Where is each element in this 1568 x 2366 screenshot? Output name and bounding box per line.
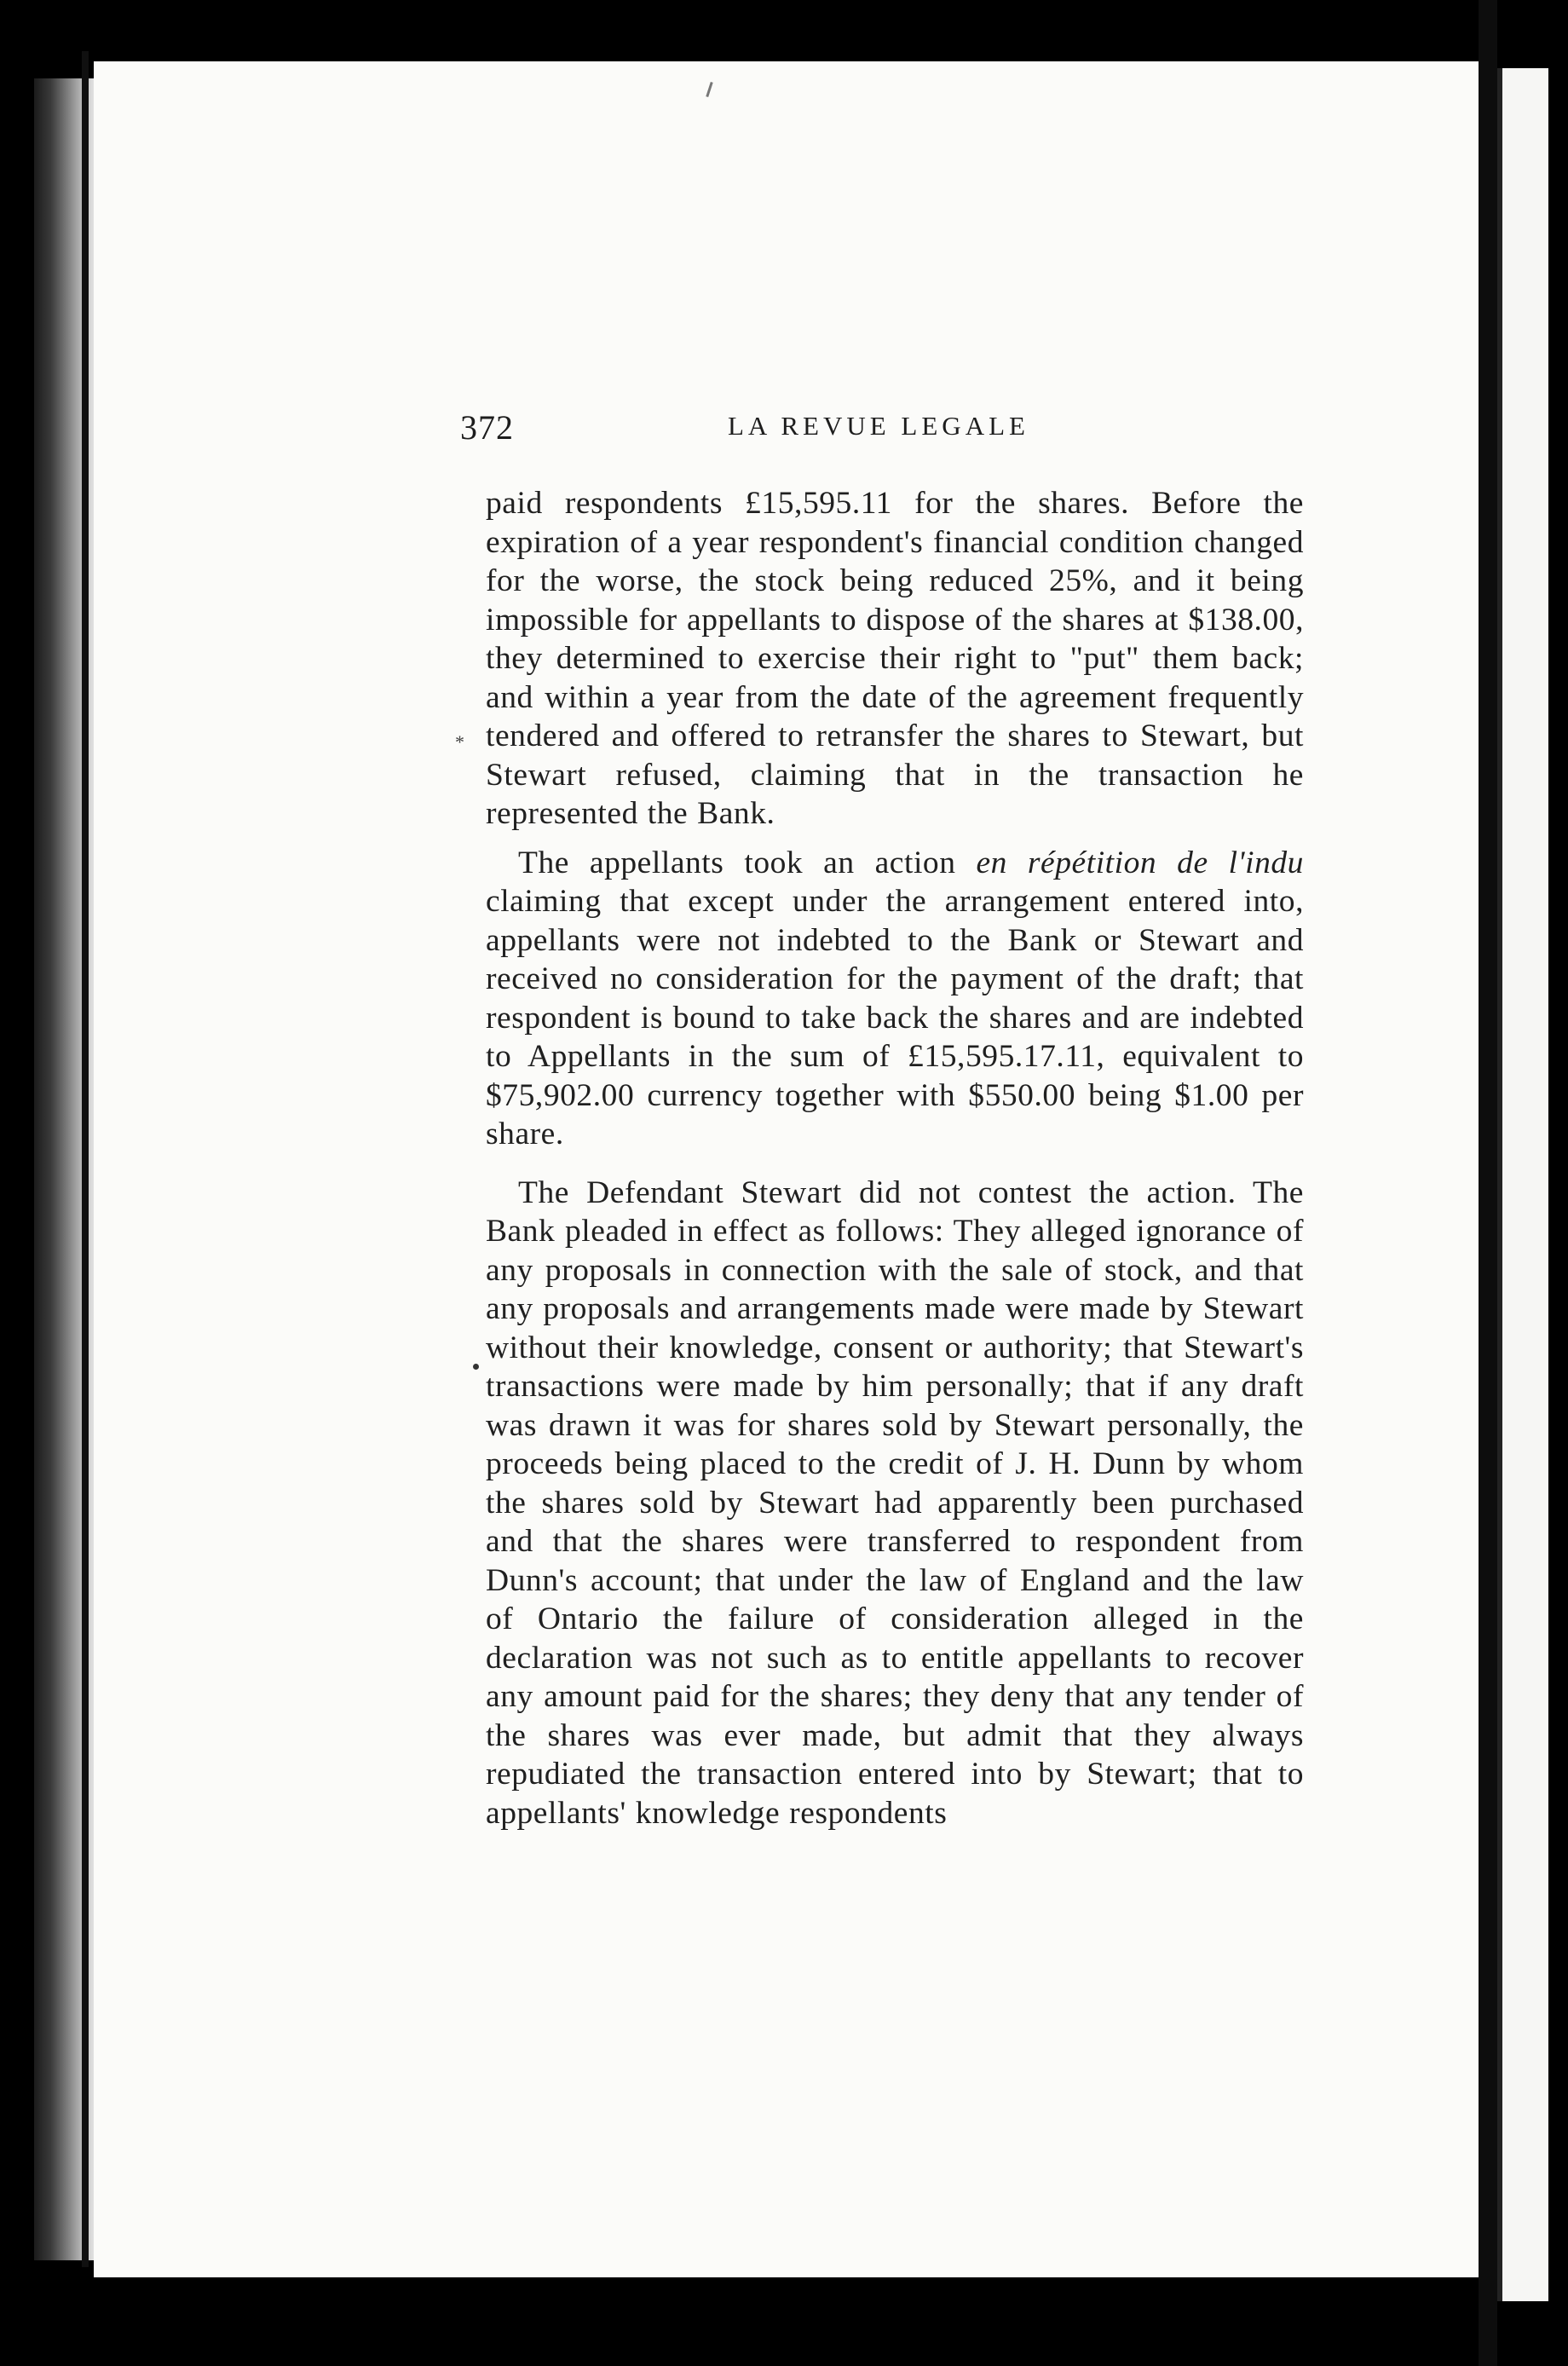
- next-page-edge: [1497, 68, 1548, 2301]
- binding-shadow-line: [82, 51, 89, 2267]
- body-text: [486, 484, 1304, 1832]
- paragraph-2-italic-phrase: en répétition de l'indu: [976, 845, 1304, 880]
- margin-dot-mark: [473, 1364, 479, 1370]
- paragraph-3: The Defendant Stewart did not contest the action. The Bank pleaded in effect as follows: They alleged ignorance of any proposals in connection with the sale of stock, and that any proposals and arrangements made were made by Stewart without their knowledge, consent or authority; that Stewart's transactions were made by him personally; that if any draft was drawn it was for shares sold by Stewart personally, the proceeds being placed to the credit of J. H. Dunn by whom the shares sold by Stewart had apparently been purchased and that the shares were transferred to respondent from Dunn's account; that under the law of England and the law of Ontario the failure of consideration alleged in the declaration was not such as to entitle appellants to recover any amount paid for the shares; they deny that any tender of the shares was ever made, but admit that they always repudiated the transaction entered into by Stewart; that to appellants' knowledge respondents: [486, 1174, 1304, 1831]
- page-header: [460, 407, 1346, 459]
- paragraph-1: paid respondents £15,595.11 for the shares. Before the expiration of a year respondent's financial condition changed for the worse, the stock being reduced 25%, and it being impossible for appellants to dispose of the shares at $138.00, they determined to exercise their right to "put" them back; and within a year from the date of the agreement frequently tendered and offered to retransfer the shares to Stewart, but Stewart refused, claiming that in the transaction he represented the Bank.: [486, 486, 1304, 831]
- paragraph-2-end: claiming that except under the arrangement entered into, appellants were not indebted to the Bank or Stewart and received no consideration for the payment of the draft; that respondent is bound to take back the shares and are indebted to Appellants in the sum of £15,595.17.11, equivalent to $75,902.00 currency together with $550.00 being $1.00 per share.: [486, 884, 1304, 1151]
- page-number: 372: [460, 408, 514, 447]
- paragraph-2: [486, 844, 1304, 1154]
- running-title: LA REVUE LEGALE: [728, 411, 1029, 441]
- paragraph-2-start: The appellants took an action: [518, 845, 977, 880]
- book-binding-edge: [34, 78, 101, 2260]
- right-frame-edge: [1479, 0, 1497, 2366]
- margin-star-mark: *: [455, 731, 464, 753]
